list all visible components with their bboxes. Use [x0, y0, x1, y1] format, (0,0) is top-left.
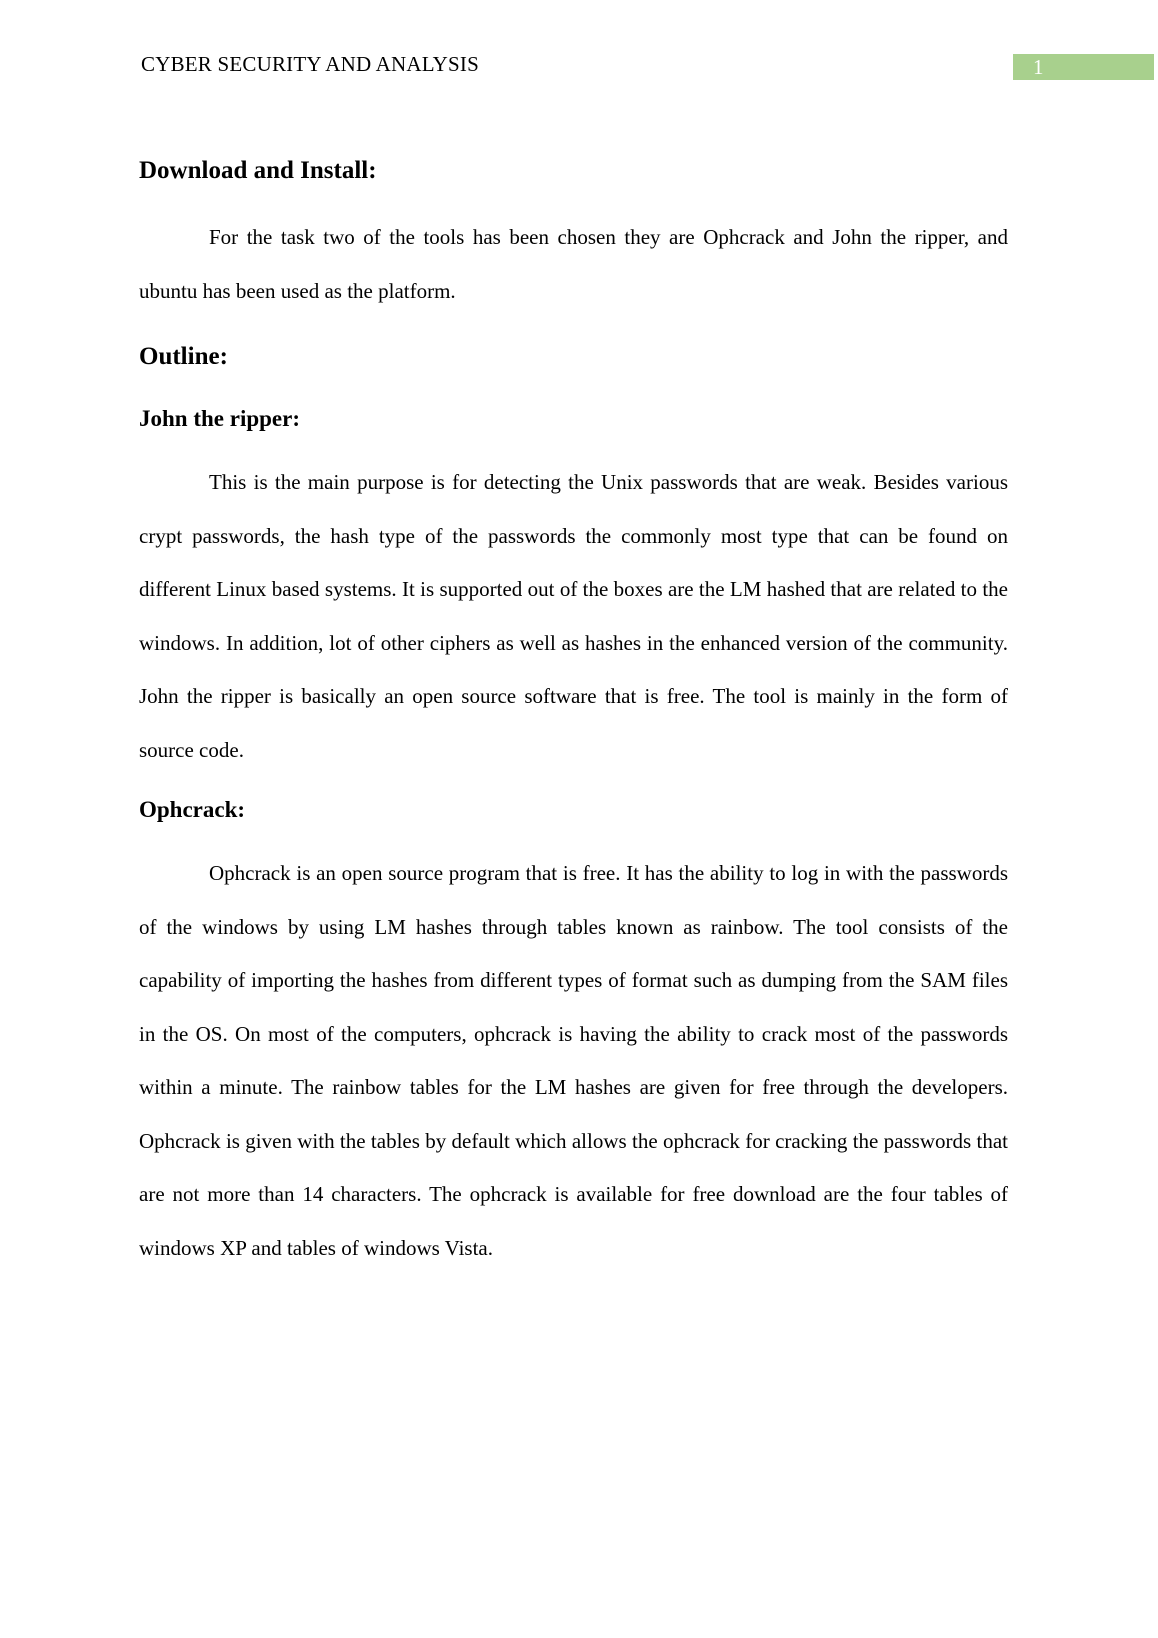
- download-install-heading: Download and Install:: [139, 157, 377, 184]
- page-number: 1: [1033, 55, 1044, 79]
- ophcrack-paragraph: Ophcrack is an open source program that is free. It has the ability to log in with the passwords of the windows by using LM hashes through tables known as rainbow. The tool consists of the capability of importing the hashes from different types of format such as dumping from the SAM files in the OS. On most of the computers, ophcrack is having the ability to crack most of the passwords within a minute. The rainbow tables for the LM hashes are given for free through the developers. Ophcrack is given with the tables by default which allows the ophcrack for cracking the passwords that are not more than 14 characters. The ophcrack is available for free download are the four tables of windows XP and tables of windows Vista.: [139, 861, 1008, 1260]
- page-number-box: [1013, 54, 1154, 80]
- running-title: CYBER SECURITY AND ANALYSIS: [141, 52, 479, 76]
- download-install-paragraph: For the task two of the tools has been chosen they are Ophcrack and John the ripper, and ubuntu has been used as the platform.: [139, 225, 1008, 303]
- outline-heading: Outline:: [139, 343, 228, 370]
- ophcrack-heading: Ophcrack:: [139, 797, 246, 822]
- page-header: [141, 50, 1158, 80]
- john-the-ripper-heading: John the ripper:: [139, 406, 300, 431]
- john-the-ripper-paragraph: This is the main purpose is for detecting the Unix passwords that are weak. Besides various crypt passwords, the hash type of the passwords the commonly most type that can be found on different Linux based systems. It is supported out of the boxes are the LM hashed that are related to the windows. In addition, lot of other ciphers as well as hashes in the enhanced version of the community. John the ripper is basically an open source software that is free. The tool is mainly in the form of source code.: [139, 470, 1008, 762]
